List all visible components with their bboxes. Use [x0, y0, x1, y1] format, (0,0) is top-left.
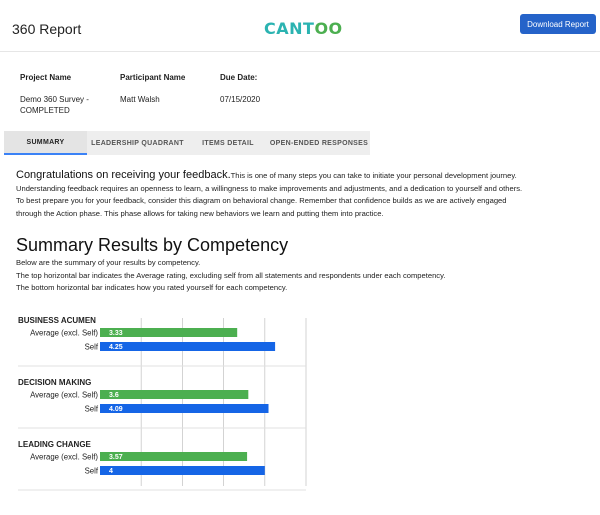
project-name-label: Project Name — [20, 73, 72, 82]
tab-summary[interactable]: SUMMARY — [4, 131, 87, 155]
report-tabs — [4, 131, 370, 155]
project-name-value-line1: Demo 360 Survey - — [20, 95, 89, 104]
series-label-average-business-acumen: Average (excl. Self) — [30, 328, 98, 338]
tab-items-detail[interactable]: ITEMS DETAIL — [202, 139, 254, 147]
participant-block — [120, 73, 185, 105]
bar-value-average-decision-making: 3.6 — [109, 392, 119, 399]
series-label-self-leading-change: Self — [84, 466, 98, 476]
summary-line1: Below are the summary of your results by competency. — [16, 258, 201, 267]
participant-name-label: Participant Name — [120, 73, 186, 82]
summary-heading: Summary Results by Competency — [16, 235, 289, 255]
competency-title-business-acumen: BUSINESS ACUMEN — [18, 316, 96, 325]
bar-value-average-business-acumen: 3.33 — [109, 330, 123, 337]
participant-name-value: Matt Walsh — [120, 95, 160, 104]
bar-self-decision-making — [100, 404, 269, 413]
bar-average-decision-making — [100, 390, 248, 399]
page-title: 360 Report — [12, 21, 82, 37]
series-label-self-business-acumen: Self — [84, 342, 98, 352]
project-name-value-line2: COMPLETED — [20, 106, 70, 115]
summary-line3: The bottom horizontal bar indicates how you rated yourself for each competency. — [16, 283, 288, 292]
logo-text-part2: OO — [314, 19, 343, 38]
intro-line3: To best prepare you for your feedback, consider this diagram on behavioral change. Remember that confidence builds as we are actively engaged — [16, 196, 507, 205]
series-label-self-decision-making: Self — [84, 404, 98, 414]
competency-title-leading-change: LEADING CHANGE — [18, 440, 91, 449]
competency-title-decision-making: DECISION MAKING — [18, 378, 92, 387]
summary-line2: The top horizontal bar indicates the Average rating, excluding self from all statements and respondents under each competency. — [16, 270, 446, 280]
tab-leadership-quadrant[interactable]: LEADERSHIP QUADRANT — [91, 139, 184, 147]
intro-text — [16, 169, 596, 220]
bar-value-self-leading-change: 4 — [109, 468, 113, 475]
series-label-average-leading-change: Average (excl. Self) — [30, 452, 98, 462]
bar-self-business-acumen — [100, 342, 275, 351]
competency-chart — [16, 308, 308, 498]
logo-text-part1: CANT — [264, 19, 315, 38]
download-report-button[interactable]: Download Report — [520, 14, 596, 34]
series-label-average-decision-making: Average (excl. Self) — [30, 390, 98, 400]
due-date-value: 07/15/2020 — [220, 95, 261, 104]
project-name-block — [20, 73, 89, 116]
intro-lead: Congratulations on receiving your feedback. — [16, 169, 231, 181]
header-bar — [0, 0, 600, 52]
bar-self-leading-change — [100, 466, 265, 475]
bar-value-average-leading-change: 3.57 — [109, 454, 123, 461]
summary-description — [16, 257, 445, 295]
bar-value-self-decision-making: 4.09 — [109, 406, 123, 413]
intro-line4: through the Action phase. This phase allows for taking new behaviors we learn and putting them into practice. — [16, 208, 384, 218]
due-date-block — [220, 73, 260, 105]
cantoo-logo — [264, 19, 343, 38]
competency-chart-svg — [16, 308, 308, 498]
due-date-label: Due Date: — [220, 73, 258, 82]
bar-value-self-business-acumen: 4.25 — [109, 344, 123, 351]
tab-open-ended-responses[interactable]: OPEN-ENDED RESPONSES — [269, 139, 369, 147]
intro-lead-rest: This is one of many steps you can take to initiate your personal development journey. — [230, 171, 517, 180]
intro-line2: Understanding feedback requires an openness to learn, a willingness to make improvements and adjustments, and a dedication to yourself and others. — [16, 183, 523, 193]
